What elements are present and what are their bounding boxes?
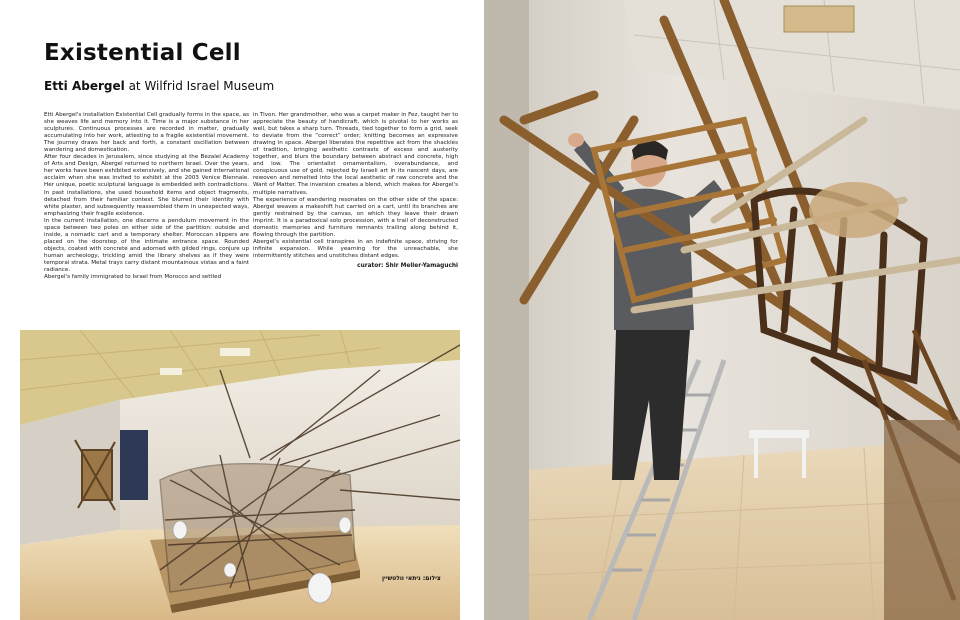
text-column-2 <box>253 112 458 270</box>
venue-text: at Wilfrid Israel Museum <box>124 79 275 93</box>
paragraph: Etti Abergel's installation Existential Cell gradually forms in the space, as she weaves life and memory into it. Time is a major substance in her sculptures. Continuous processes are recorded in matter, gradually accumulating into her work, attesting to a fragile existential movement. The journey draws her back and forth, a constant oscillation between wandering and domestication. <box>44 112 249 154</box>
paragraph: Abergel's existential cell transpires in an indefinite space, striving for infinite expansion. While yearning for the unreachable, she intermittently stitches and unstitches distant edges. <box>253 238 458 259</box>
page-gutter <box>472 0 484 620</box>
paragraph: In the current installation, one discerns a pendulum movement in the space between two poles on either side of the partition: outside and inside, a nomadic cart and a temporary shelter. Moroccan slippers are placed on the doorstep of the intimate entrance space. Rounded objects, coated with concrete and adorned with gilded rings, conjure up human archeology, trickling amid the library shelves as if they were temporal strata. Metal trays carry distant mountainous vistas and a faint radiance. <box>44 217 249 274</box>
artist-photo-illustration <box>484 0 960 620</box>
paragraph: The experience of wandering resonates on the other side of the space: Abergel weaves a makeshift hut carried on a cart, until its branches are gently restrained by the canvas, on which they leave their drawn imprint. It is a paradoxical solo procession, with a trail of deconstructed domestic memories and furniture remnants trailing along behind it, flowing through the partition. <box>253 196 458 238</box>
artist-at-work-photo <box>484 0 960 620</box>
photo-credit: צילום: ניתאי וולטשיין <box>382 575 441 582</box>
artist-name: Etti Abergel <box>44 79 125 93</box>
article-subtitle <box>44 79 274 93</box>
article-title: Existential Cell <box>44 40 241 66</box>
left-page <box>0 0 472 620</box>
paragraph: Abergel's family immigrated to Israel from Morocco and settled <box>44 274 222 281</box>
text-column-1 <box>44 112 249 281</box>
curator-credit: curator: Shir Meller-Yamaguchi <box>357 262 458 269</box>
paragraph: After four decades in Jerusalem, since studying at the Bezalel Academy of Arts and Design, Abergel returned to northern Israel. Over the years, her works have been exhibited extensively, and she gained international acclaim when she was invited to exhibit at the 2003 Venice Biennale. Her unique, poetic sculptural language is embedded with contradictions. In past installations, she used household items and object fragments, detached from their familiar context. She blurred their identity with white plaster, and subsequently reassembled them in unexpected ways, emphasizing their fragile existence. <box>44 154 249 217</box>
paragraph: in Tivon. Her grandmother, who was a carpet maker in Fez, taught her to appreciate the beauty of handicraft, which is pivotal to her works as well, but takes a sharp turn. Threads, tied together to form a grid, seek to deviate from the “correct” order; knitting becomes an expressive drawing in space. Abergel liberates the repetitive act from the shackles of tradition, bringing aesthetic contrasts of excess and austerity together, and blurs the boundary between abstract and concrete, high and low. The orientalist ornamentalism, overabundance, and conspicuous use of gold, rejected by Israeli art in its nascent days, are rewoven and remelted into the local aesthetic of raw concrete and the Want of Matter. The inversion creates a blend, which makes for Abergel's multiple narratives. <box>253 112 458 196</box>
